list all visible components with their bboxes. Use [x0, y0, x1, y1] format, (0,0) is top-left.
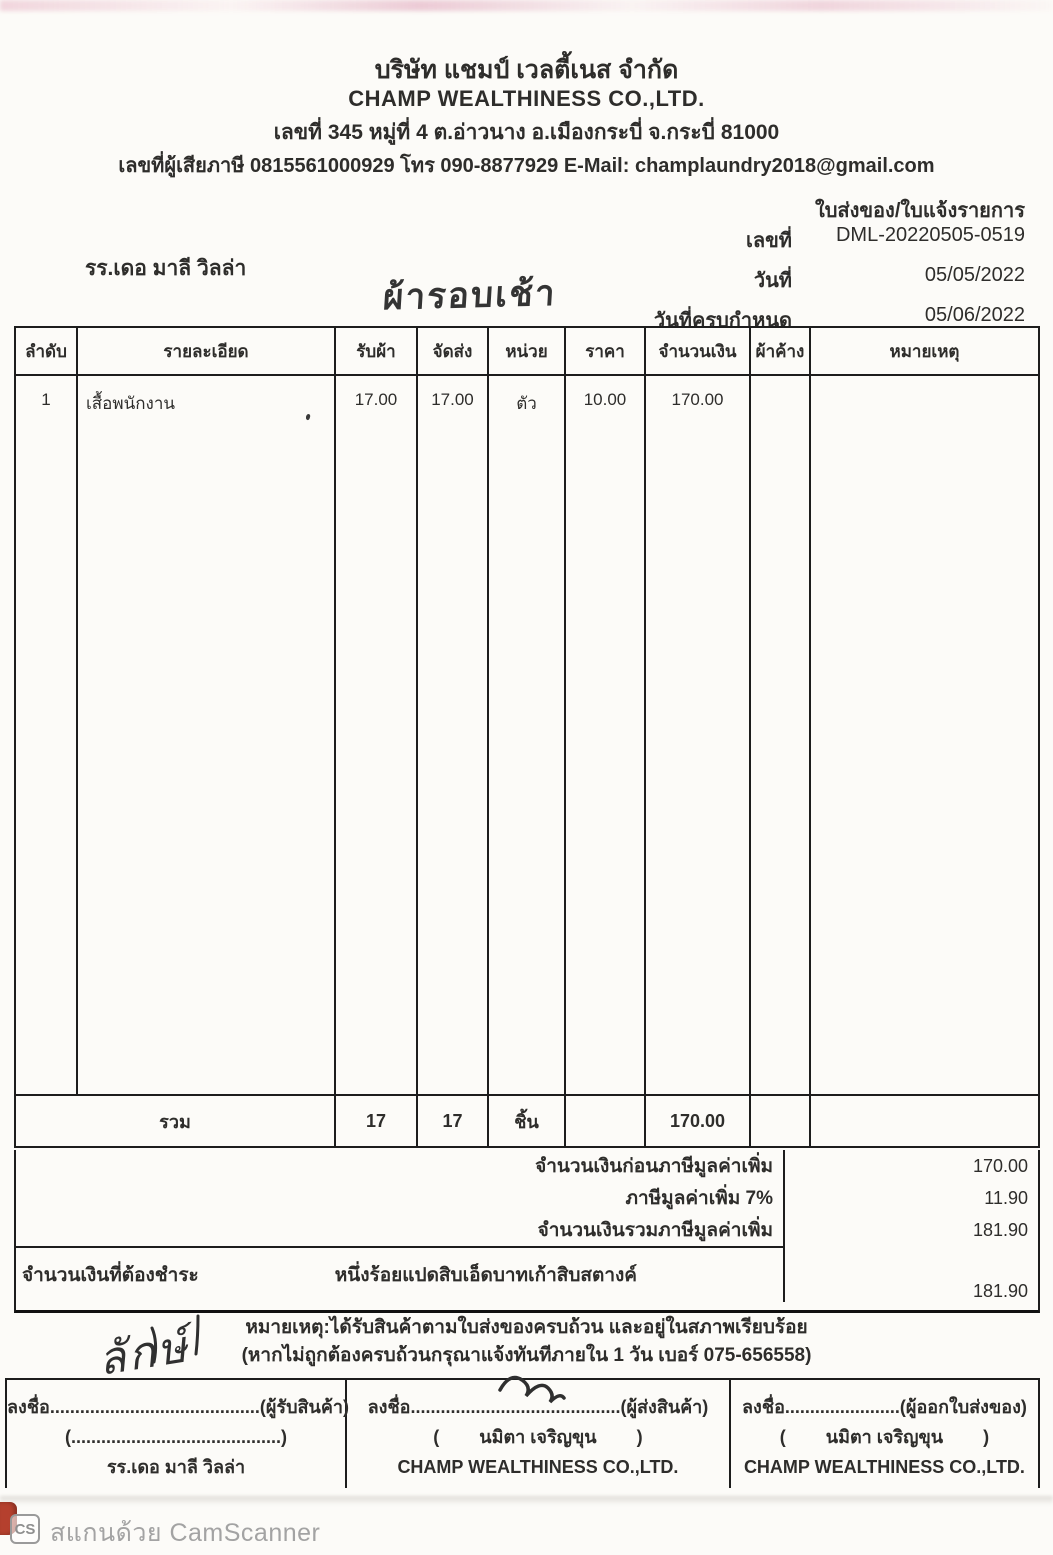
remark-line-1: หมายเหตุ:ได้รับสินค้าตามใบส่งของครบถ้วน และอยู่ในสภาพเรียบร้อย — [245, 1317, 808, 1338]
company-address: เลขที่ 345 หมู่ที่ 4 ต.อ่าวนาง อ.เมืองกระบี่ จ.กระบี่ 81000 — [273, 121, 780, 144]
remark-line-2: (หากไม่ถูกต้องครบถ้วนกรุณาแจ้งทันทีภายใน 1 วัน เบอร์ 075-656558) — [241, 1345, 812, 1366]
cell-pending — [751, 376, 811, 1094]
cell-received: 17.00 — [336, 376, 418, 1094]
handwritten-note: ผ้ารอบเช้า — [381, 273, 558, 318]
total-price — [566, 1096, 646, 1146]
total-received: 17 — [336, 1096, 418, 1146]
sender-name-line: ( นมิตา เจริญขุน ) — [433, 1427, 643, 1447]
table-header-row — [16, 328, 1038, 376]
summary-row-vat — [16, 1182, 1038, 1214]
total-amount: 170.00 — [646, 1096, 751, 1146]
company-tax-contact: เลขที่ผู้เสียภาษี 0815561000929 โทร 090-8877929 E-Mail: champlaundry2018@gmail.com — [118, 155, 935, 177]
total-unit: ชิ้น — [489, 1096, 566, 1146]
paper-edge-shadow — [0, 1496, 1053, 1505]
camscanner-watermark: สแกนด้วย CamScanner — [50, 1519, 321, 1547]
camscanner-icon: CS — [10, 1514, 40, 1544]
cell-no: 1 — [16, 376, 78, 1094]
header-amount: จำนวนเงิน — [646, 328, 751, 374]
header-received: รับผ้า — [336, 328, 418, 374]
total-remark — [811, 1096, 1038, 1146]
summary-row-grand-total — [16, 1214, 1038, 1246]
document-meta — [654, 224, 1025, 336]
payable-label: จำนวนเงินที่ต้องชำระ — [22, 1265, 199, 1286]
payable-value: 181.90 — [972, 1281, 1028, 1301]
handwritten-receiver-signature: ลักษ์ — [94, 1322, 193, 1385]
summary-row-payable — [16, 1246, 1038, 1310]
summary-row-subtotal — [16, 1150, 1038, 1182]
doc-due-value: 05/06/2022 — [924, 304, 1025, 326]
vat-label: ภาษีมูลค่าเพิ่ม 7% — [16, 1182, 785, 1214]
tax-summary — [14, 1150, 1040, 1313]
vat-value: 11.90 — [984, 1187, 1028, 1208]
signature-box-receiver — [7, 1380, 347, 1488]
cell-delivered: 17.00 — [418, 376, 489, 1094]
signature-box-issuer — [731, 1380, 1040, 1488]
sender-sign-line: ลงชื่อ..........................................(ผู้ส่งสินค้า) — [367, 1397, 709, 1417]
receiver-org: รร.เดอ มาลี วิลล่า — [106, 1457, 246, 1477]
doc-date-label: วันที่ — [753, 270, 792, 292]
doc-due-label: วันที่ครบกำหนด — [653, 310, 792, 332]
doc-no-value: DML-20220505-0519 — [835, 224, 1025, 246]
header-description: รายละเอียด — [78, 328, 336, 374]
document-type-title: ใบส่งของ/ใบแจ้งรายการ — [814, 200, 1025, 222]
company-name-thai: บริษัท แชมป์ เวลตี้เนส จำกัด — [374, 56, 679, 84]
table-total-row — [16, 1094, 1038, 1146]
header-delivered: จัดส่ง — [418, 328, 489, 374]
receiver-sign-line: ลงชื่อ..........................................(ผู้รับสินค้า) — [7, 1397, 349, 1417]
cell-amount: 170.00 — [646, 376, 751, 1094]
subtotal-value: 170.00 — [972, 1155, 1028, 1176]
header-pending: ผ้าค้าง — [751, 328, 811, 374]
header-no: ลำดับ — [16, 328, 78, 374]
company-name-english: CHAMP WEALTHINESS CO.,LTD. — [348, 86, 705, 111]
signature-box-sender — [347, 1380, 731, 1488]
total-delivered: 17 — [418, 1096, 489, 1146]
sender-org: CHAMP WEALTHINESS CO.,LTD. — [397, 1457, 679, 1477]
receiver-name-line: (..........................................) — [64, 1427, 288, 1447]
total-pending — [751, 1096, 811, 1146]
payable-row — [16, 1246, 785, 1302]
cell-remark — [811, 376, 1038, 1094]
issuer-sign-line: ลงชื่อ.......................(ผู้ออกใบส่งของ) — [742, 1397, 1027, 1417]
cell-description: เสื้อพนักงาน — [78, 376, 336, 1094]
doc-no-label: เลขที่ — [746, 230, 792, 252]
amount-in-words: หนึ่งร้อยแปดสิบเอ็ดบาทเก้าสิบสตางค์ — [334, 1265, 637, 1286]
issuer-name-line: ( นมิตา เจริญขุน ) — [779, 1427, 990, 1447]
issuer-org: CHAMP WEALTHINESS CO.,LTD. — [743, 1457, 1025, 1477]
doc-date-value: 05/05/2022 — [924, 264, 1025, 286]
header-unit: หน่วย — [489, 328, 566, 374]
signature-section — [5, 1378, 1040, 1488]
grand-total-value: 181.90 — [972, 1219, 1028, 1240]
grand-total-label: จำนวนเงินรวมภาษีมูลค่าเพิ่ม — [16, 1214, 785, 1246]
subtotal-label: จำนวนเงินก่อนภาษีมูลค่าเพิ่ม — [16, 1150, 785, 1182]
header-remark: หมายเหตุ — [889, 341, 960, 361]
cell-unit: ตัว — [489, 376, 566, 1094]
table-row — [16, 376, 1038, 1094]
header-price: ราคา — [566, 328, 646, 374]
total-label: รวม — [16, 1096, 336, 1146]
cell-price: 10.00 — [566, 376, 646, 1094]
scan-artifact-top — [0, 0, 1053, 11]
customer-name: รร.เดอ มาลี วิลล่า — [85, 257, 247, 280]
items-table — [14, 326, 1040, 1148]
